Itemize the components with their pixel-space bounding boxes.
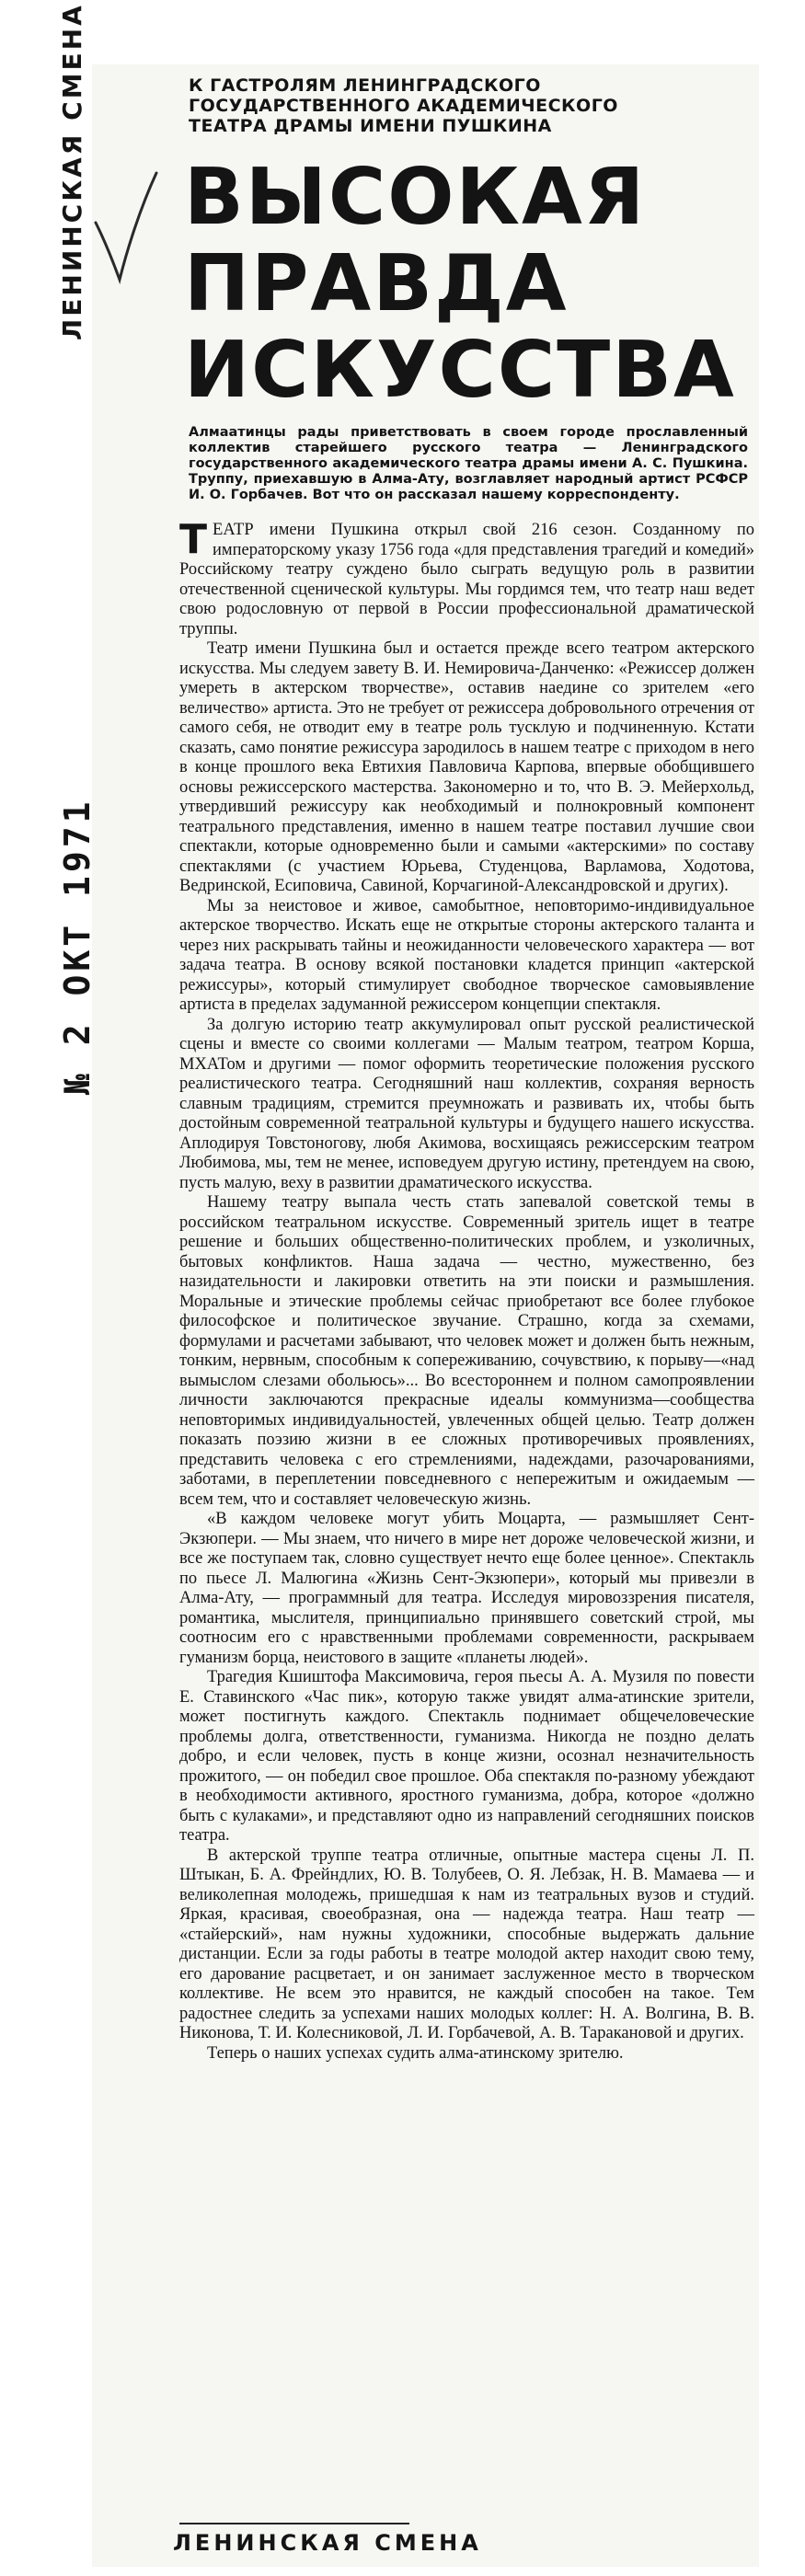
headline-line-1: ВЫСОКАЯ (184, 152, 647, 243)
headline (184, 152, 754, 416)
lead-paragraph: Алмаатинцы рады приветствовать в своем городе прославленный коллектив старейшего русского театра — Ленинградского государственного академического театра драмы имени А. С. Пушкина. Труппу, приехавшую в Алма-Ату, возглавляет народный артист РСФСР И. О. Горбачев. Вот что он рассказал нашему корреспонденту. (189, 425, 748, 502)
article-body (179, 516, 754, 2064)
article-paragraph-4: За долгую историю театр аккумулировал опыт русской реалистической сцены и вместе со своими коллегами — Малым театром, театром Корша, МХАТом и другими — помог оформить теоретические положения русского реалистического театра. Сегодняшний наш коллектив, сохраняя верность славным традициям, стремится преумножать и развивать их, чтобы быть достойным современной театральной культуры и будущего нашего искусства. Аплодируя Товстоногову, любя Акимова, восхищаясь режиссерским театром Любимова, мы, тем не менее, исповедуем другую истину, претендуем на свою, пусть малую, веху в развитии драматического искусства. (179, 1015, 754, 1192)
article-paragraph-3: Мы за неистовое и живое, самобытное, неповторимо-индивидуальное актерское творчество. Искать еще не открытые стороны актерского таланта и через них раскрывать тайны и неожиданности человеческого характера — вот задача театра. В основу всякой постановки кладется принцип «актерской режиссуры», который стимулирует свободное творческое самовыявление артиста в пределах задуманной режиссером концепции спектакля. (179, 896, 754, 1014)
sidebar-newspaper-stamp (57, 0, 87, 340)
paragraph-1-text: ЕАТР имени Пушкина открыл свой 216 сезон. Созданному по императорскому указу 1756 года «для представления трагедий и комедий» Российскому театру суждено было сыграть ведущую роль в развитии отечественной сценической культуры. Мы гордимся тем, что театр наш ведет свою родословную от первой в России профессиональной драматической труппы. (179, 521, 754, 638)
article-paragraph-8: В актерской труппе театра отличные, опытные мастера сцены Л. П. Штыкан, Б. А. Фрейндлих, Ю. В. Толубеев, О. Я. Лебзак, Н. В. Мамаева — и великолепная молодежь, пришедшая к нам из театральных вузов и студий. Яркая, красивая, своеобразная, она — надежда театра. Наш театр — «стайерский», нам нужны художники, способные выдержать дальние дистанции. Если за годы работы в театре молодой актер находит свою тему, его дарование расцветает, и он занимает заслуженное место в творческом коллективе. Не всем это нравится, не каждый способен на такое. Тем радостнее следить за успехами наших молодых коллег: Н. А. Волгина, В. В. Никонова, Т. И. Колесниковой, Л. И. Горбачевой, А. В. Таракановой и других. (179, 1846, 754, 2042)
article-paragraph-9: Теперь о наших успехах судить алма-атинскому зрителю. (207, 2043, 624, 2063)
sidebar-source-name: ЛЕНИНСКАЯ СМЕНА (57, 3, 87, 340)
newspaper-footer: ЛЕНИНСКАЯ СМЕНА (173, 2530, 482, 2556)
kicker-subheading: К ГАСТРОЛЯМ ЛЕНИНГРАДСКОГО ГОСУДАРСТВЕННОГО АКАДЕМИЧЕСКОГО ТЕАТРА ДРАМЫ ИМЕНИ ПУШКИНА (189, 75, 618, 136)
article-paragraph-6: «В каждом человеке могут убить Моцарта, — размышляет Сент-Экзюпери. — Мы знаем, что ничего в мире нет дороже человеческой жизни, и все же поступаем так, словно существует нечто еще более ценное». Спектакль по пьесе Л. Малюгина «Жизнь Сент-Экзюпери», который мы привезли в Алма-Ату, — программный для театра. Исследуя мировоззрения писателя, романтика, мыслителя, принципиально принявшего советский строй, мы соотносим его с нравственными проблемами современности, раскрываем гуманизм борца, неистового в защите «планеты людей». (179, 1510, 754, 1667)
article-paragraph-7: Трагедия Кшиштофа Максимовича, героя пьесы А. А. Музиля по повести Е. Ставинского «Час пик», которую также увидят алма-атинские зрители, может постигнуть каждого. Спектакль поднимает общечеловеческие проблемы долга, ответственности, гуманизма. Никогда не поздно делать добро, и если человек, пусть в конце жизни, осознал незначительность прожитого, — он победил свое прошлое. Оба спектакля по-разному убеждают в необходимости активного, яростного гуманизма, добра, которое «должно быть с кулаками», и представляют одно из направлений сегодняшних поисков театра. (179, 1668, 754, 1845)
article-paragraph-5: Нашему театру выпала честь стать запевалой советской темы в российском театральном искусстве. Современный зритель ищет в театре решение и больших общественно-политических проблем, и узколичных, бытовых конфликтов. Наша задача — честно, мужественно, без назидательности и лакировки ответить на эти поиски и размышления. Моральные и этические проблемы сейчас приобретают все более глубокое философское и политическое звучание. Страшно, когда за схемами, формулами и расчетами забывают, что человек может и должен быть нежным, тонким, нервным, способным к сопереживанию, сочувствию, к порыву—«над вымыслом слезами обольюсь»... Во всестороннем и полном самопроявлении личности заключаются прекрасные идеалы коммунизма—сообщества неповторимых индивидуальностей, увлеченных общей целью. Театр должен показать поэзию жизни в ее сложных противоречивых проявлениях, представить человека с его стремлениями, надеждами, разочарованиями, заботами, в переплетении повседневного с непережитым и ожидаемым — всем тем, что и составляет человеческую жизнь. (179, 1193, 754, 1509)
handwritten-checkmark (88, 167, 162, 287)
sidebar-date-stamp: № 2 ОКТ 1971 (57, 798, 98, 1095)
headline-line-2: ПРАВДА (184, 238, 569, 329)
headline-line-3: ИСКУССТВА (184, 325, 736, 416)
article-paragraph-1 (179, 516, 754, 639)
footer-divider (179, 2523, 409, 2524)
article-paragraph-2: Театр имени Пушкина был и остается прежде всего театром актерского искусства. Мы следуем завету В. И. Немировича-Данченко: «Режиссер должен умереть в актерском творчестве», оставив наедине со зрителем «его величество» артиста. Это не требует от режиссера добровольного отречения от самого себя, не отводит ему в театре роль тусклую и подчиненную. Кстати сказать, само понятие режиссура зародилось в нашем театре с приходом в него в конце прошлого века Евтихия Павловича Карпова, впервые обобщившего основы режиссерского мастерства. Закономерно и то, что В. Э. Мейерхольд, утвердивший режиссуру как необходимый и полнокровный компонент театрального представления, именно в нашем театре поставил лучшие свои спектакли, которые одновременно были и самыми «актерскими» по составу спектаклями (с участием Юрьева, Студенцова, Варламова, Ходотова, Ведринской, Есиповича, Савиной, Корчагиной-Александровской и других). (179, 639, 754, 895)
drop-cap: Т (179, 516, 208, 563)
